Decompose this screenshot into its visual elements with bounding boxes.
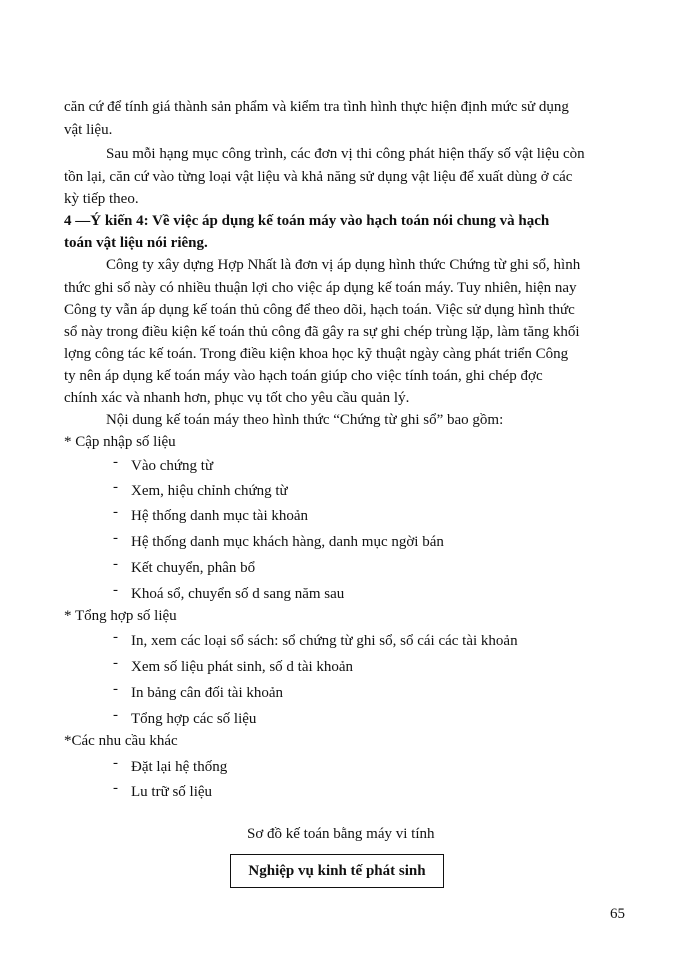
para3-line5: lợng công tác kế toán. Trong điều kiện khoa học kỹ thuật ngày càng phát triển Công xyxy=(64,346,569,362)
page-number: 65 xyxy=(610,906,625,922)
bullet-dash: - xyxy=(113,681,118,697)
section-title-update: * Cập nhập số liệu xyxy=(64,434,176,450)
bullet-dash: - xyxy=(113,454,118,470)
para3-line7: chính xác và nhanh hơn, phục vụ tốt cho yêu cầu quản lý. xyxy=(64,390,410,406)
list-item: Kết chuyển, phân bổ xyxy=(131,560,256,576)
diagram-caption: Sơ đồ kế toán bằng máy vi tính xyxy=(247,826,435,842)
list-item: Hệ thống danh mục khách hàng, danh mục ngời bán xyxy=(131,534,444,550)
para2-line3: kỳ tiếp theo. xyxy=(64,191,139,207)
heading-line2: toán vật liệu nói riêng. xyxy=(64,235,208,251)
para3-line6: ty nên áp dụng kế toán máy vào hạch toán giúp cho việc tính toán, ghi chép đợc xyxy=(64,368,543,384)
bullet-dash: - xyxy=(113,530,118,546)
para4: Nội dung kế toán máy theo hình thức “Chứng từ ghi sổ” bao gồm: xyxy=(106,412,504,428)
heading-line1: 4 —Ý kiến 4: Về việc áp dụng kế toán máy vào hạch toán nói chung và hạch xyxy=(64,213,550,229)
section-title-other: *Các nhu cầu khác xyxy=(64,733,178,749)
list-item: Đặt lại hệ thống xyxy=(131,759,228,775)
para2-line1: Sau mỗi hạng mục công trình, các đơn vị thi công phát hiện thấy số vật liệu còn xyxy=(106,146,585,162)
list-item: Tổng hợp các số liệu xyxy=(131,711,257,727)
bullet-dash: - xyxy=(113,655,118,671)
para1-line2: vật liệu. xyxy=(64,122,113,138)
para2-line2: tồn lại, căn cứ vào từng loại vật liệu và khả năng sử dụng vật liệu để xuất dùng ở các xyxy=(64,169,573,185)
para3-line1: Công ty xây dựng Hợp Nhất là đơn vị áp dụng hình thức Chứng từ ghi sổ, hình xyxy=(106,257,581,273)
list-item: Lu trữ số liệu xyxy=(131,784,213,800)
bullet-dash: - xyxy=(113,504,118,520)
list-item: In bảng cân đối tài khoản xyxy=(131,685,284,701)
list-item: Xem, hiệu chỉnh chứng từ xyxy=(131,483,288,499)
section-title-summary: * Tổng hợp số liệu xyxy=(64,608,177,624)
bullet-dash: - xyxy=(113,780,118,796)
diagram-box-economic-transactions: Nghiệp vụ kinh tế phát sinh xyxy=(230,854,444,888)
bullet-dash: - xyxy=(113,556,118,572)
bullet-dash: - xyxy=(113,629,118,645)
para1-line1: căn cứ để tính giá thành sản phẩm và kiểm tra tình hình thực hiện định mức sử dụng xyxy=(64,99,569,115)
list-item: Hệ thống danh mục tài khoản xyxy=(131,508,309,524)
list-item: Vào chứng từ xyxy=(131,458,214,474)
bullet-dash: - xyxy=(113,479,118,495)
bullet-dash: - xyxy=(113,582,118,598)
list-item: In, xem các loại sổ sách: sổ chứng từ ghi sổ, sổ cái các tài khoản xyxy=(131,633,518,649)
para3-line4: sổ này trong điều kiện kế toán thủ công đã gây ra sự ghi chép trùng lặp, làm tăng khối xyxy=(64,324,580,340)
para3-line3: Công ty vẫn áp dụng kế toán thủ công để theo dõi, hạch toán. Việc sử dụng hình thức xyxy=(64,302,575,318)
bullet-dash: - xyxy=(113,707,118,723)
bullet-dash: - xyxy=(113,755,118,771)
list-item: Xem số liệu phát sinh, số d tài khoản xyxy=(131,659,354,675)
list-item: Khoá sổ, chuyển số d sang năm sau xyxy=(131,586,345,602)
para3-line2: thức ghi sổ này có nhiều thuận lợi cho việc áp dụng kế toán máy. Tuy nhiên, hiện nay xyxy=(64,280,577,296)
